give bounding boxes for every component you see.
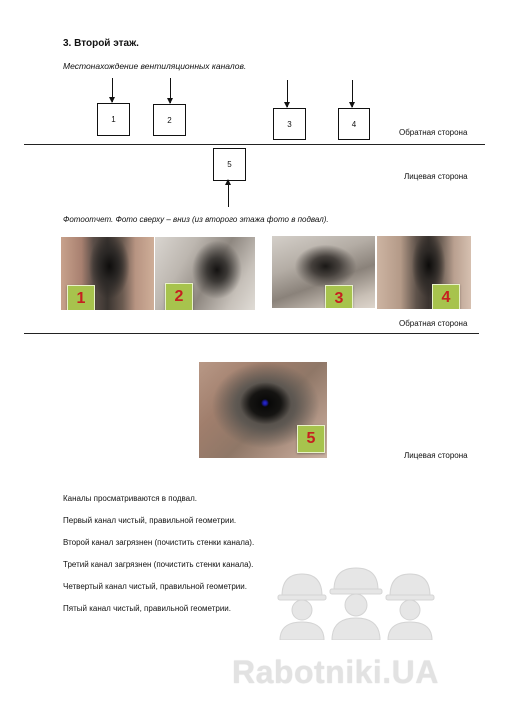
section-subtitle: Местонахождение вентиляционных каналов.: [63, 61, 247, 71]
label-back-side: Обратная сторона: [399, 319, 468, 328]
label-back-side: Обратная сторона: [399, 128, 468, 137]
photo-number-badge: 1: [67, 285, 95, 310]
channel-photo-1: [61, 237, 154, 310]
finding-text: Каналы просматриваются в подвал.: [63, 494, 198, 503]
arrow-down: [170, 78, 171, 103]
photo-number-badge: 4: [432, 284, 460, 309]
arrow-down: [112, 78, 113, 102]
finding-text: Четвертый канал чистый, правильной геометрии.: [63, 582, 247, 591]
arrow-down: [287, 80, 288, 107]
channel-box-2: 2: [153, 104, 186, 136]
channel-photo-4: [377, 236, 471, 309]
channel-box-5: 5: [213, 148, 246, 181]
workers-watermark-icon: [268, 560, 448, 640]
section-heading: 3. Второй этаж.: [63, 38, 139, 49]
photo-caption: Фотоотчет. Фото сверху – вниз (из второго этажа фото в подвал).: [63, 215, 329, 224]
channel-box-4: 4: [338, 108, 370, 140]
photo-number-badge: 3: [325, 285, 353, 308]
channel-photo-5: [199, 362, 327, 458]
photo-number-badge: 5: [297, 425, 325, 453]
label-front-side: Лицевая сторона: [404, 451, 468, 460]
label-front-side: Лицевая сторона: [404, 172, 468, 181]
finding-text: Первый канал чистый, правильной геометрии.: [63, 516, 237, 525]
channel-box-3: 3: [273, 108, 306, 140]
wall-line: [24, 333, 479, 334]
arrow-up: [228, 180, 229, 207]
arrow-down: [352, 80, 353, 107]
photo-number-badge: 2: [165, 283, 193, 310]
channel-box-1: 1: [97, 103, 130, 136]
wall-line: [24, 144, 485, 145]
channel-photo-3: [272, 236, 375, 308]
finding-text: Пятый канал чистый, правильной геометрии.: [63, 604, 231, 613]
finding-text: Второй канал загрязнен (почистить стенки канала).: [63, 538, 255, 547]
channel-photo-2: [155, 237, 255, 310]
watermark-text: Rabotniki.UA: [232, 654, 439, 690]
finding-text: Третий канал загрязнен (почистить стенки канала).: [63, 560, 254, 569]
